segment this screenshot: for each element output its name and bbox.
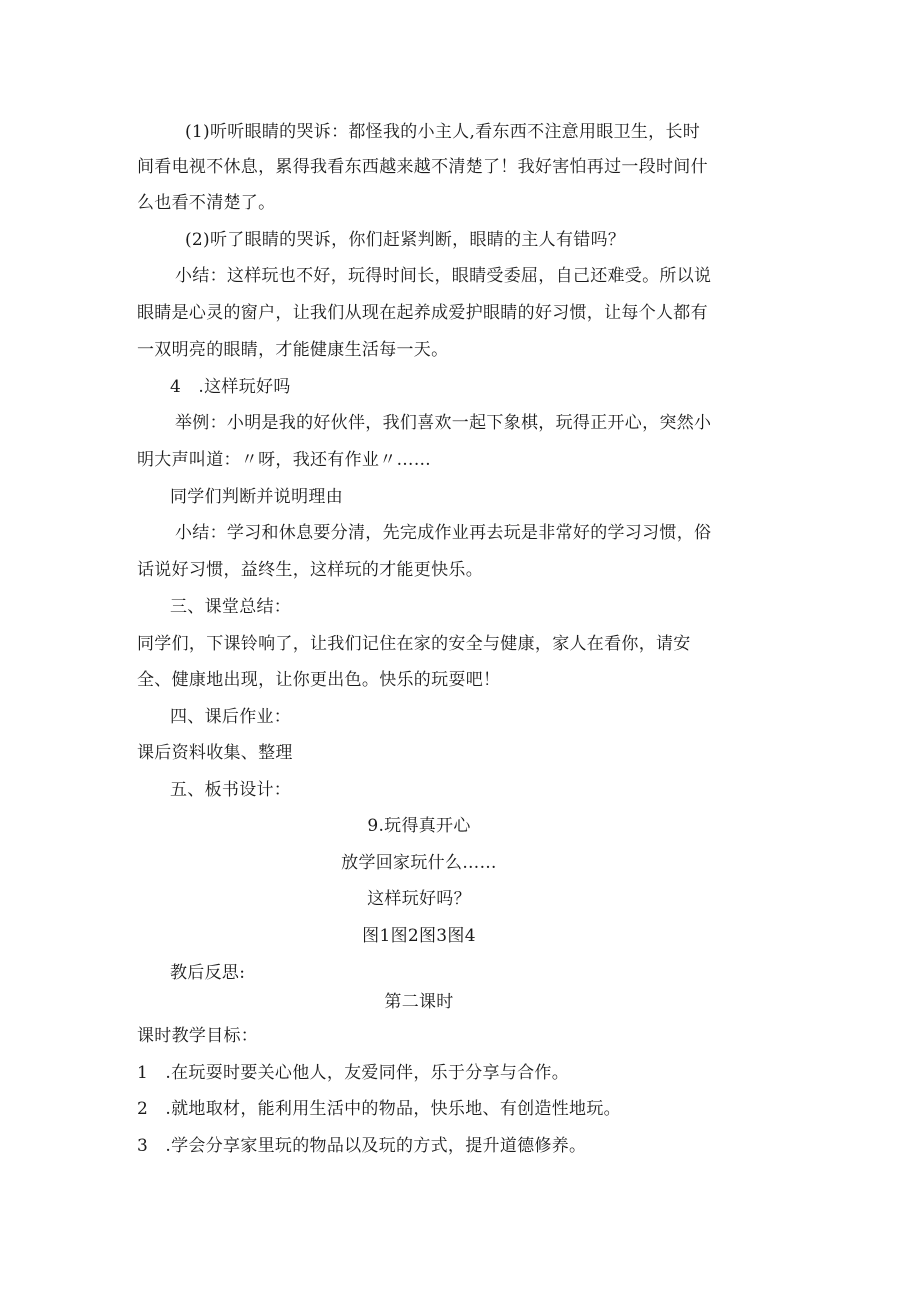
lesson-title: 第二课时 [384, 992, 454, 1012]
paragraph-line: (2)听了眼睛的哭诉，你们赶紧判断，眼睛的主人有错吗？ [185, 230, 626, 250]
section-heading: 三、课堂总结： [170, 597, 292, 617]
paragraph-line: 话说好习惯，益终生，这样玩的才能更快乐。 [137, 560, 483, 580]
paragraph-line: 举例：小明是我的好伙伴，我们喜欢一起下象棋，玩得正开心，突然小 [175, 413, 712, 433]
paragraph-line: 一双明亮的眼睛，才能健康生活每一天。 [137, 340, 449, 360]
paragraph-line: 同学们判断并说明理由 [170, 487, 343, 507]
paragraph-line: 小结：学习和休息要分清，先完成作业再去玩是非常好的学习习惯，俗 [175, 523, 712, 543]
paragraph-line: 间看电视不休息，累得我看东西越来越不清楚了！我好害怕再过一段时间什 [137, 157, 708, 177]
paragraph-line: 眼睛是心灵的窗户，让我们从现在起养成爱护眼睛的好习惯，让每个人都有 [137, 303, 708, 323]
paragraph-line: 小结：这样玩也不好，玩得时间长，眼睛受委屈，自己还难受。所以说 [175, 266, 712, 286]
paragraph-line: 全、健康地出现，让你更出色。快乐的玩耍吧！ [137, 670, 501, 690]
paragraph-line: 课后资料收集、整理 [137, 743, 293, 763]
board-line: 这样玩好吗？ [367, 889, 471, 909]
list-item: 2 .就地取材，能利用生活中的物品，快乐地、有创造性地玩。 [137, 1099, 621, 1119]
paragraph-line: 同学们，下课铃响了，让我们记住在家的安全与健康，家人在看你，请安 [137, 634, 691, 654]
list-item: 3 .学会分享家里玩的物品以及玩的方式，提升道德修养。 [137, 1136, 587, 1156]
list-item: 1 .在玩耍时要关心他人，友爱同伴，乐于分享与合作。 [137, 1063, 570, 1083]
paragraph-line: 么也看不清楚了。 [137, 193, 276, 213]
paragraph-line: 教后反思: [170, 963, 246, 983]
board-line: 图1图2图3图4 [362, 926, 476, 946]
board-line: 放学回家玩什么…… [341, 853, 497, 873]
paragraph-line: (1)听听眼睛的哭诉：都怪我的小主人,看东西不注意用眼卫生，长时 [185, 122, 701, 142]
paragraph-line: 明大声叫道：〃呀，我还有作业〃…… [137, 450, 432, 470]
section-heading: 五、板书设计： [170, 780, 292, 800]
section-heading: 课时教学目标： [137, 1026, 259, 1046]
section-heading: 四、课后作业： [170, 707, 292, 727]
board-title: 9.玩得真开心 [367, 816, 471, 836]
section-heading: 4 .这样玩好吗 [170, 377, 291, 397]
